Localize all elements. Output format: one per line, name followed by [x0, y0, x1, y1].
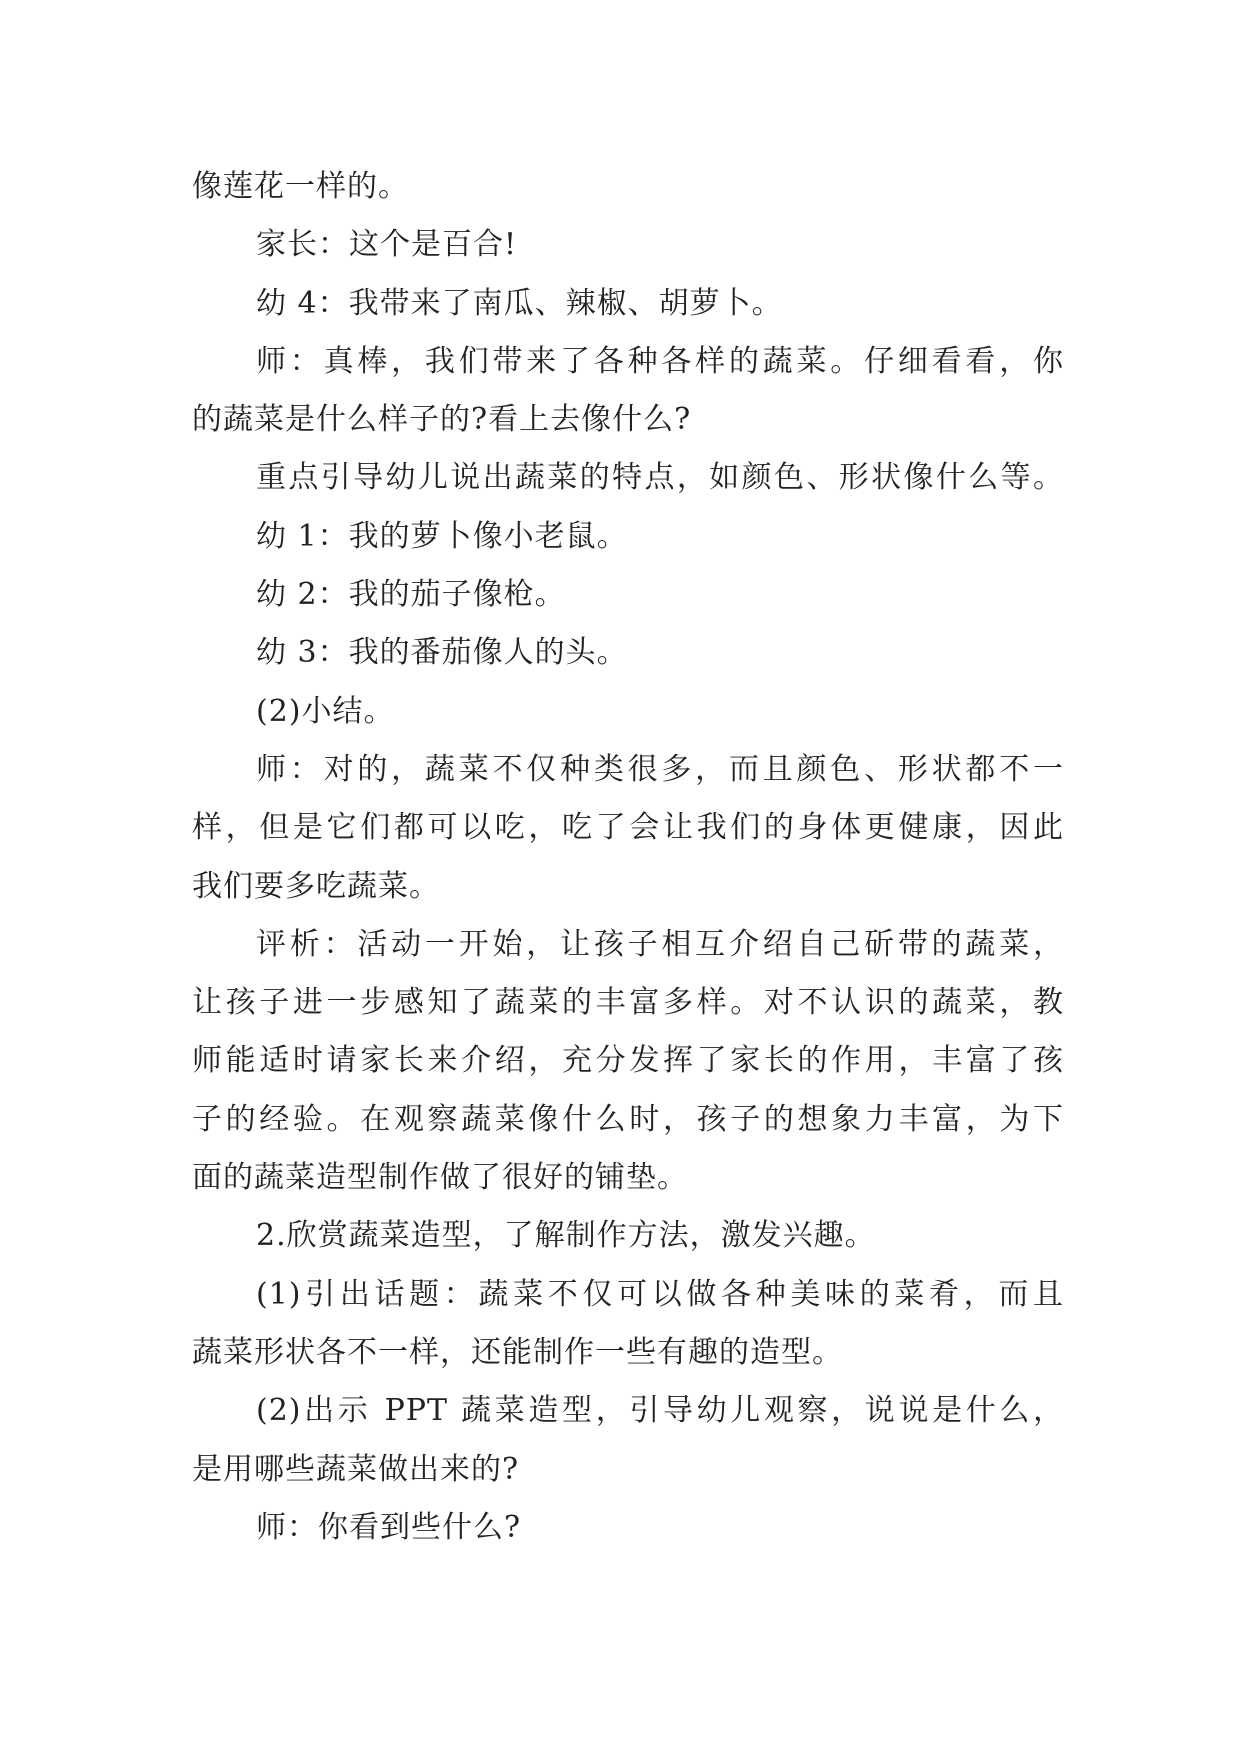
- document-body: [192, 158, 1064, 1557]
- text-line: 师能适时请家长来介绍，充分发挥了家长的作用，丰富了孩: [192, 1043, 1064, 1079]
- text-line: 子的经验。在观察蔬菜像什么时，孩子的想象力丰富，为下: [192, 1101, 1064, 1137]
- text-line: 是用哪些蔬菜做出来的?: [192, 1451, 520, 1487]
- text-line: 的蔬菜是什么样子的?看上去像什么?: [192, 402, 692, 438]
- text-line: 师：对的，蔬菜不仅种类很多，而且颜色、形状都不一: [256, 751, 1064, 787]
- text-line: 幼 4：我带来了南瓜、辣椒、胡萝卜。: [256, 285, 783, 321]
- text-line: 2.欣赏蔬菜造型，了解制作方法，激发兴趣。: [256, 1218, 876, 1254]
- text-line: 师：真棒，我们带来了各种各样的蔬菜。仔细看看，你: [256, 343, 1064, 379]
- text-line: 样，但是它们都可以吃，吃了会让我们的身体更健康，因此: [192, 810, 1064, 846]
- text-line: 我们要多吃蔬菜。: [192, 868, 440, 904]
- text-line: 幼 2：我的茄子像枪。: [256, 577, 566, 613]
- text-line: 重点引导幼儿说出蔬菜的特点，如颜色、形状像什么等。: [256, 460, 1064, 496]
- text-line: 幼 1：我的萝卜像小老鼠。: [256, 518, 628, 554]
- text-line: (2)出示 PPT 蔬菜造型，引导幼儿观察，说说是什么，: [256, 1393, 1064, 1429]
- text-line: (2)小结。: [256, 693, 395, 729]
- text-line: 家长：这个是百合!: [256, 227, 518, 263]
- text-line: 幼 3：我的番茄像人的头。: [256, 635, 628, 671]
- text-line: 师：你看到些什么?: [256, 1509, 522, 1545]
- text-line: 像莲花一样的。: [192, 169, 409, 204]
- text-line: 蔬菜形状各不一样，还能制作一些有趣的造型。: [192, 1334, 843, 1370]
- text-line: 面的蔬菜造型制作做了很好的铺垫。: [192, 1160, 688, 1196]
- text-line: (1)引出话题：蔬菜不仅可以做各种美味的菜肴，而且: [256, 1276, 1064, 1312]
- text-line: 让孩子进一步感知了蔬菜的丰富多样。对不认识的蔬菜，教: [192, 985, 1064, 1021]
- text-line: 评析：活动一开始，让孩子相互介绍自己斫带的蔬菜，: [256, 926, 1064, 962]
